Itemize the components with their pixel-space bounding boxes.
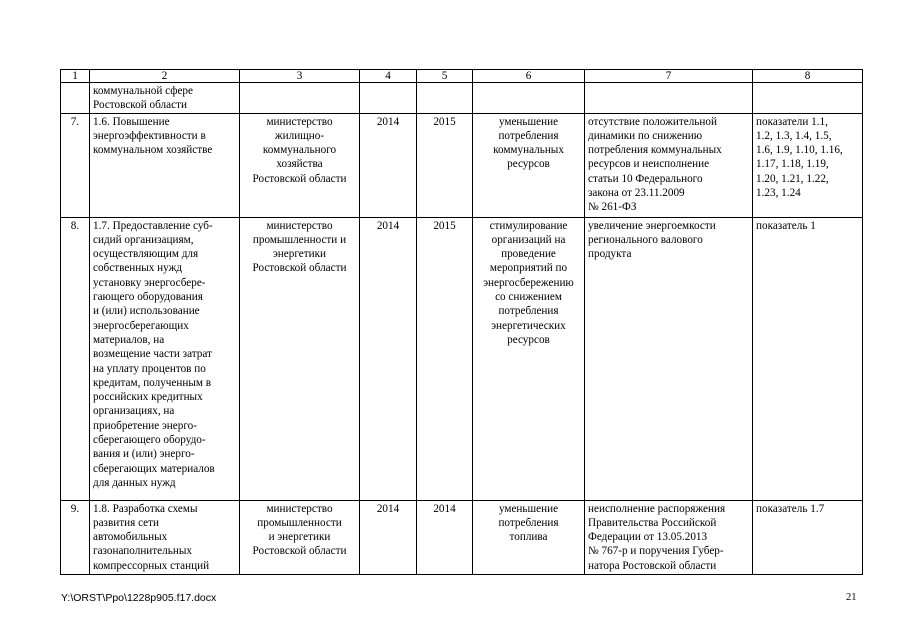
measure-cell: 1.8. Разработка схемы развития сети автомобильных газонаполнительных компрессорных станций [90, 500, 240, 574]
table-row [61, 83, 863, 114]
header-cell: 4 [360, 70, 417, 83]
executor-cell: министерство промышленности и энергетики Ростовской области [240, 217, 360, 500]
end-year-cell [417, 83, 473, 114]
executor-cell: министерство промышленности и энергетики Ростовской области [240, 500, 360, 574]
start-year-cell: 2014 [360, 113, 417, 217]
header-cell: 2 [90, 70, 240, 83]
indicator-link-cell: показатели 1.1, 1.2, 1.3, 1.4, 1.5, 1.6, 1.9, 1.10, 1.16, 1.17, 1.18, 1.19, 1.20, 1.21, 1.22, 1.23, 1.24 [753, 113, 863, 217]
result-cell: стимулирование организаций на проведение мероприятий по энергосбережению со снижением потребления энергетических ресурсов [473, 217, 585, 500]
measure-cell: коммунальной сфере Ростовской области [90, 83, 240, 114]
header-cell: 3 [240, 70, 360, 83]
consequence-cell [585, 83, 753, 114]
consequence-cell: увеличение энергоемкости регионального валового продукта [585, 217, 753, 500]
consequence-cell: отсутствие положительной динамики по снижению потребления коммунальных ресурсов и неисполнение статьи 10 Федерального закона от 23.11.2009 № 261-ФЗ [585, 113, 753, 217]
file-path: Y:\ORST\Ppo\1228p905.f17.docx [61, 592, 217, 604]
row-number: 8. [61, 217, 90, 500]
header-cell: 7 [585, 70, 753, 83]
header-cell: 5 [417, 70, 473, 83]
executor-cell: министерство жилищно- коммунального хозяйства Ростовской области [240, 113, 360, 217]
measure-cell: 1.6. Повышение энергоэффективности в коммунальном хозяйстве [90, 113, 240, 217]
indicator-link-cell: показатель 1 [753, 217, 863, 500]
table-row [61, 500, 863, 574]
row-number [61, 83, 90, 114]
result-cell: уменьшение потребления коммунальных ресурсов [473, 113, 585, 217]
end-year-cell: 2015 [417, 113, 473, 217]
header-cell: 6 [473, 70, 585, 83]
indicator-link-cell [753, 83, 863, 114]
header-row [61, 70, 863, 83]
end-year-cell: 2014 [417, 500, 473, 574]
start-year-cell: 2014 [360, 217, 417, 500]
end-year-cell: 2015 [417, 217, 473, 500]
start-year-cell: 2014 [360, 500, 417, 574]
page-number: 21 [846, 592, 857, 603]
consequence-cell: неисполнение распоряжения Правительства Российской Федерации от 13.05.2013 № 767-р и поручения Губер- натора Ростовской области [585, 500, 753, 574]
indicator-link-cell: показатель 1.7 [753, 500, 863, 574]
row-number: 9. [61, 500, 90, 574]
start-year-cell [360, 83, 417, 114]
table-row [61, 217, 863, 500]
table-row [61, 113, 863, 217]
measures-table [60, 69, 863, 575]
result-cell [473, 83, 585, 114]
header-cell: 8 [753, 70, 863, 83]
row-number: 7. [61, 113, 90, 217]
result-cell: уменьшение потребления топлива [473, 500, 585, 574]
measure-cell: 1.7. Предоставление суб- сидий организациям, осуществляющим для собственных нужд установку энергосбере- гающего оборудования и (или) использование энергосберегающих материалов, на возмещение части затрат на уплату процентов по кредитам, полученным в российских кредитных организациях, на приобретение энерго- сберегающего оборудо- вания и (или) энерго- сберегающих материалов для данных нужд [90, 217, 240, 500]
executor-cell [240, 83, 360, 114]
header-cell: 1 [61, 70, 90, 83]
